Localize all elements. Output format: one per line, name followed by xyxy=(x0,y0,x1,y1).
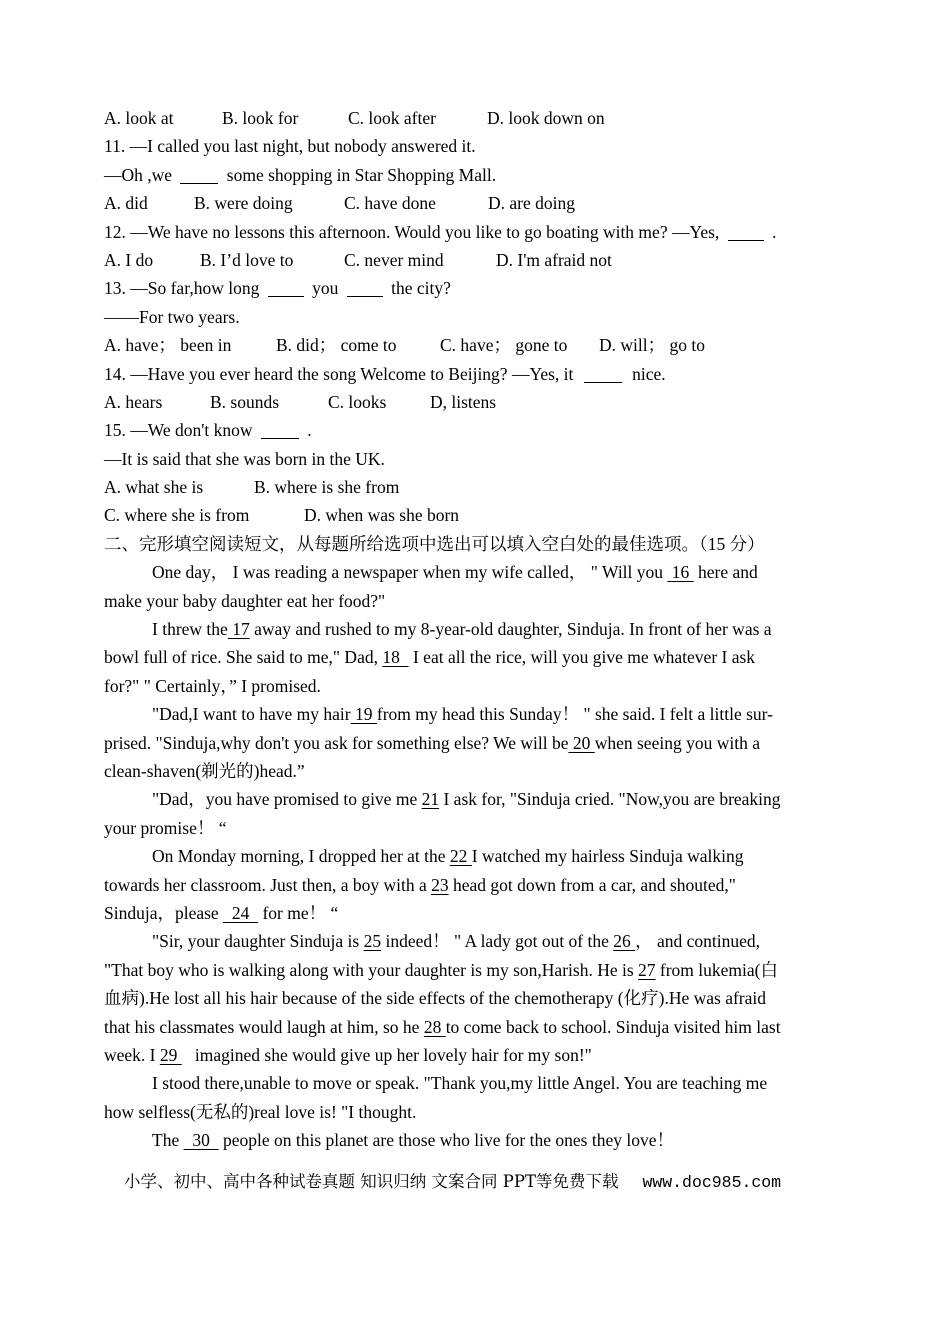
q12-options xyxy=(104,246,844,274)
q13-option-d: D. will； go to xyxy=(599,335,705,356)
q13-blank-2 xyxy=(347,278,383,297)
passage-line: Sinduja，please 24 for me！ “ xyxy=(104,902,339,923)
blank-27: 27 xyxy=(638,959,656,980)
q11-option-d: D. are doing xyxy=(488,193,575,214)
q14-stem: 14. ―Have you ever heard the song Welcome to Beijing? ―Yes, it nice. xyxy=(104,363,666,384)
exam-page xyxy=(104,104,844,1154)
q13-stem: 13. ―So far,how long you the city? xyxy=(104,278,451,299)
q14-options xyxy=(104,388,844,416)
blank-24: 24 xyxy=(231,902,250,923)
passage-line: bowl full of rice. She said to me," Dad, 18 I eat all the rice, will you give me whatever I ask xyxy=(104,647,756,668)
passage-line: "Dad，you have promised to give me 21 I ask for, "Sinduja cried. "Now,you are breaking xyxy=(152,789,781,810)
q11-blank xyxy=(180,165,218,184)
q14-option-b: B. sounds xyxy=(210,391,280,412)
passage-line: towards her classroom. Just then, a boy with a 23 head got down from a car, and shouted," xyxy=(104,874,736,895)
footer-text: 小学、初中、高中各种试卷真题 知识归纳 文案合同 PPT等免费下载 xyxy=(124,1172,619,1191)
passage-line: make your baby daughter eat her food?" xyxy=(104,590,386,611)
q15-blank xyxy=(261,420,299,439)
q10-option-b: B. look for xyxy=(222,108,299,128)
q14-option-a: A. hears xyxy=(104,391,163,412)
q13-option-c: C. have； gone to xyxy=(440,335,568,356)
q11-stem: 11. ―I called you last night, but nobody answered it. xyxy=(104,136,476,157)
passage-line: prised. "Sinduja,why don't you ask for something else? We will be 20 when seeing you with a xyxy=(104,732,760,753)
page-footer xyxy=(124,1168,781,1192)
blank-28: 28 xyxy=(423,1016,442,1037)
blank-21: 21 xyxy=(421,789,440,810)
q12-option-d: D. I'm afraid not xyxy=(496,249,612,270)
passage-line: "Sir, your daughter Sinduja is 25 indeed！ " A lady got out of the 26 ， and continued, xyxy=(152,931,761,952)
q10-option-d: D. look down on xyxy=(487,108,605,128)
q12-blank xyxy=(728,222,764,241)
section-2-heading: 二、完形填空阅读短文，从每题所给选项中选出可以填入空白处的最佳选项。（15 分） xyxy=(104,533,765,554)
passage-line: that his classmates would laugh at him, so he 28 to come back to school. Sinduja visited him last xyxy=(104,1016,781,1037)
q11-option-c: C. have done xyxy=(344,193,436,214)
q11-reply: ―Oh ,we some shopping in Star Shopping Mall. xyxy=(104,164,497,185)
q13-reply: ――For two years. xyxy=(104,306,240,327)
q12-option-b: B. I’d love to xyxy=(200,249,294,270)
passage-line: "Dad,I want to have my hair 19 from my head this Sunday！ " she said. I felt a little sur- xyxy=(152,704,773,725)
q15-options-row1 xyxy=(104,473,844,501)
q15-option-a: A. what she is xyxy=(104,477,204,498)
passage-line: 血病).He lost all his hair because of the side effects of the chemotherapy (化疗).He was afraid xyxy=(104,988,767,1009)
blank-20: 20 xyxy=(572,732,591,753)
passage-line: how selfless(无私的)real love is! "I thought. xyxy=(104,1101,417,1122)
q15-option-b: B. where is she from xyxy=(254,477,400,498)
blank-29: 29 xyxy=(159,1044,178,1065)
q10-option-c: C. look after xyxy=(348,108,436,128)
blank-22: 22 xyxy=(449,846,468,867)
blank-16: 16 xyxy=(671,562,690,583)
passage-line: One day， I was reading a newspaper when my wife called， " Will you 16 here and xyxy=(152,562,758,583)
passage-line: On Monday morning, I dropped her at the 22 I watched my hairless Sinduja walking xyxy=(152,846,744,867)
passage-line: for?" " Certainly，” I promised. xyxy=(104,675,321,696)
q14-blank xyxy=(584,364,622,383)
q12-stem: 12. ―We have no lessons this afternoon. Would you like to go boating with me? ―Yes, . xyxy=(104,221,777,242)
blank-18: 18 xyxy=(382,647,400,668)
q14-option-d: D, listens xyxy=(430,391,497,412)
q15-stem: 15. ―We don't know . xyxy=(104,420,312,441)
passage-line: your promise！ “ xyxy=(104,817,227,838)
passage-line: clean-shaven(剃光的)head.” xyxy=(104,760,305,781)
blank-30: 30 xyxy=(192,1130,210,1151)
q15-reply: ―It is said that she was born in the UK. xyxy=(104,448,385,469)
q12-option-a: A. I do xyxy=(104,249,154,270)
q11-options xyxy=(104,189,844,217)
q10-options xyxy=(104,104,844,132)
q13-option-b: B. did； come to xyxy=(276,335,397,356)
q13-option-a: A. have； been in xyxy=(104,335,232,356)
passage-line: "That boy who is walking along with your daughter is my son,Harish. He is 27 from lukemia(白 xyxy=(104,959,778,980)
q13-blank-1 xyxy=(268,278,304,297)
q10-option-a: A. look at xyxy=(104,108,174,128)
blank-26: 26 xyxy=(613,931,631,952)
blank-23: 23 xyxy=(431,874,449,895)
passage-line: The 30 people on this planet are those who live for the ones they love！ xyxy=(152,1130,674,1151)
q12-option-c: C. never mind xyxy=(344,249,444,270)
blank-19: 19 xyxy=(355,704,373,725)
passage-line: I stood there,unable to move or speak. "Thank you,my little Angel. You are teaching me xyxy=(152,1073,768,1094)
blank-17: 17 xyxy=(232,619,250,640)
q14-option-c: C. looks xyxy=(328,391,387,412)
q15-option-d: D. when was she born xyxy=(304,505,460,526)
passage-line: I threw the 17 away and rushed to my 8-year-old daughter, Sinduja. In front of her was a xyxy=(152,619,772,640)
blank-25: 25 xyxy=(363,931,382,952)
footer-url: www.doc985.com xyxy=(642,1173,782,1192)
passage-line: week. I 29 imagined she would give up her lovely hair for my son!" xyxy=(104,1044,592,1065)
q13-options xyxy=(104,331,844,359)
q15-option-c: C. where she is from xyxy=(104,505,250,526)
q11-option-a: A. did xyxy=(104,193,148,214)
q11-option-b: B. were doing xyxy=(194,193,293,214)
q15-options-row2 xyxy=(104,501,844,529)
